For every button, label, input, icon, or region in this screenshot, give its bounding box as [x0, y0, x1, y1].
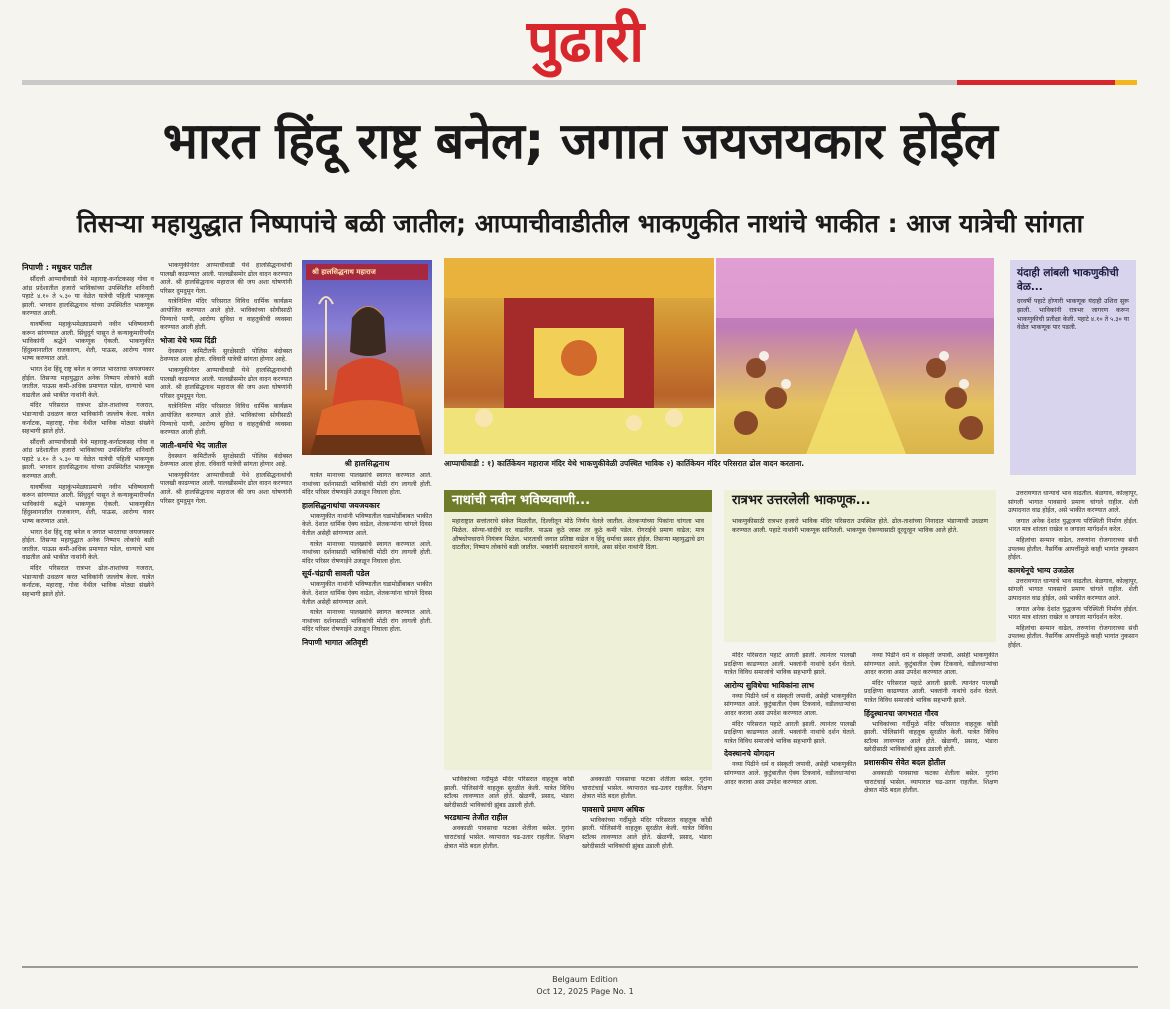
paragraph: यावर्षीच्या महाकुंभमेळ्याप्रमाणे नवीन भविष्यवाणी करून सांगण्यात आली. सिंधुदुर्ग पासून ते कन्याकुमारीपर्यंत भाविकांनी श्रद्धेने भाकणूक ऐकली. भाकणुकीत हिंदुस्थानातील राजकारण, शेती, पाऊस, आरोग्य यावर भाष्य करण्यात आले. — [22, 483, 154, 526]
article-column-4 — [444, 776, 574, 952]
column-subheading: हिंदुस्थानचा जगभरात गौरव — [864, 708, 939, 718]
paragraph: सौंदत्ती आप्पाचीवाडी येथे महाराष्ट्र-कर्नाटकसह गोवा व आंध्र प्रदेशातील हजारो भाविकांच्या उपस्थितीत शनिवारी पहाटे ४.१० ते ५.३० या वेळेत यात्रेची पहिली भाकणूक झाली. भगवान हालसिद्धनाथ यांच्या उपस्थितीत भाकणूक करण्यात आली. — [22, 276, 154, 318]
box-text: महाराष्ट्रात सत्तांतराचे संकेत मिळतील, दिल्लीतून मोठे निर्णय घेतले जातील. शेतकऱ्यांच्या पिकांना चांगला भाव मिळेल. सोन्या-चांदीचे दर वाढतील. पाऊस कुठे जास्त तर कुठे कमी पडेल. रोगराईचे प्रमाण वाढेल; मात्र औषधोपचाराने नियंत्रण मिळेल. भारताची जगात प्रतिष्ठा वाढेल व हिंदू धर्माचा प्रसार होईल. तिसऱ्या महायुद्धाचे ढग दाटतील; निष्पाप लोकांचे बळी जातील. भक्तांनी सदाचाराने वागावे, असा संदेश नाथांनी दिला. — [452, 518, 704, 552]
column-subheading: आरोग्य सुविधेचा भाविकांना लाभ — [724, 680, 815, 690]
paragraph: भाविकांच्या गर्दीमुळे मंदिर परिसरात वाहतूक कोंडी झाली. पोलिसांनी वाहतूक सुरळीत केली. यात्रेत विविध स्टॉल्स लावण्यात आले होते. खेळणी, प्रसाद, भंडारा खरेदीसाठी भाविकांची झुंबड उडाली होती. — [864, 720, 998, 754]
paragraph: नव्या पिढीने धर्म व संस्कृती जपावी, असेही भाकणुकीत सांगण्यात आले. कुटुंबातील ऐक्य टिकवावे, वडीलधाऱ्यांचा आदर करावा असा उपदेश करण्यात आला. — [724, 761, 856, 786]
paragraph: अवकाळी पावसाचा फटका शेतीला बसेल. गुरांना चाराटंचाई भासेल. व्यापारात चढ-उतार राहतील. शिक्षण क्षेत्रात मोठे बदल होतील. — [444, 825, 574, 850]
paragraph: मंदिर परिसरात रात्रभर ढोल-ताशांच्या गजरात, भंडाऱ्याची उधळण करत भाविकांनी जल्लोष केला. यात्रेत कर्नाटक, महाराष्ट्र, गोवा येथील भाविक मोठ्या संख्येने सहभागी झाले होते. — [22, 565, 154, 598]
paragraph: मंदिर परिसरात पहाटे आरती झाली. त्यानंतर पालखी प्रदक्षिणा काढण्यात आली. भक्तांनी नाथांचे दर्शन घेतले. यात्रेत विविध समाजांचे भाविक सहभागी झाले. — [864, 679, 998, 704]
sidebar-body: दरवर्षी पहाटे होणारी भाकणूक यंदाही उशिरा सुरू झाली. भाविकांनी रात्रभर जागरण करून भाकणुकीची प्रतीक्षा केली. पहाटे ४.१० ते ५.३० या वेळेत भाकणूक पार पडली. — [1017, 298, 1129, 332]
paragraph: जगात अनेक देशांत युद्धजन्य परिस्थिती निर्माण होईल. भारत मात्र शांतता राखेल व जगाला मार्गदर्शन करेल. — [1008, 517, 1138, 534]
paragraph: भाकणुकीनंतर आप्पाचीवाडी येथे हालसिद्धनाथांची पालखी काढण्यात आली. पालखीसमोर ढोल वादन करण्यात आले. श्री हालसिद्धनाथ महाराज की जय अशा घोषणांनी परिसर दुमदुमून गेला. — [160, 262, 292, 295]
paragraph: देवस्थान कमिटीतर्फे सुरक्षेसाठी पोलिस बंदोबस्त ठेवण्यात आला होता. रविवारी यात्रेची सांगता होणार आहे. — [160, 347, 292, 364]
paragraph: महिलांचा सन्मान वाढेल, तरुणांना रोजगाराच्या संधी उपलब्ध होतील. नैसर्गिक आपत्तींमुळे काही भागांत नुकसान होईल. — [1008, 624, 1138, 649]
article-column-3 — [302, 472, 432, 952]
paragraph: मंदिर परिसरात रात्रभर ढोल-ताशांच्या गजरात, भंडाऱ्याची उधळण करत भाविकांनी जल्लोष केला. यात्रेत कर्नाटक, महाराष्ट्र, गोवा येथील भाविक मोठ्या संख्येने सहभागी झाले होते. — [22, 402, 154, 436]
temple-photo — [444, 258, 714, 454]
paragraph: मंदिर परिसरात पहाटे आरती झाली. त्यानंतर पालखी प्रदक्षिणा काढण्यात आली. भक्तांनी नाथांचे दर्शन घेतले. यात्रेत विविध समाजांचे भाविक सहभागी झाले. — [724, 652, 856, 677]
column-subheading: भोजा येथे भव्य दिंडी — [160, 335, 217, 345]
paragraph: उत्तरायणात धान्याचे भाव वाढतील. बेळगाव, कोल्हापूर, सांगली भागात पावसाचे प्रमाण चांगले राहील. शेती उत्पादनात वाढ होईल, असे भाकीत करण्यात आले. — [1008, 577, 1138, 602]
box-body-right — [724, 512, 996, 642]
column-subheading: भरडधान्य तेजीत राहील — [444, 813, 508, 823]
article-column-1 — [22, 262, 154, 952]
paragraph: भाकणुकीत नाथांनी भविष्यातील घडामोडींबाबत भाकीत केले. देशात धार्मिक ऐक्य वाढेल, शेतकऱ्यांना चांगले दिवस येतील असेही सांगण्यात आले. — [302, 512, 432, 537]
main-headline: भारत हिंदू राष्ट्र बनेल; जगात जयजयकार होईल — [162, 112, 998, 170]
paragraph: भाविकांच्या गर्दीमुळे मंदिर परिसरात वाहतूक कोंडी झाली. पोलिसांनी वाहतूक सुरळीत केली. यात्रेत विविध स्टॉल्स लावण्यात आले होते. खेळणी, प्रसाद, भंडारा खरेदीसाठी भाविकांची झुंबड उडाली होती. — [582, 816, 712, 850]
paragraph: भाकणुकीनंतर आप्पाचीवाडी येथे हालसिद्धनाथांची पालखी काढण्यात आली. पालखीसमोर ढोल वादन करण्यात आले. श्री हालसिद्धनाथ महाराज की जय अशा घोषणांनी परिसर दुमदुमून गेला. — [160, 471, 292, 505]
paragraph: यात्रेत मानाच्या पालख्यांचे स्वागत करण्यात आले. नाथांच्या दर्शनासाठी भाविकांची मोठी रांग लागली होती. मंदिर परिसर रोषणाईने उजळून निघाला होता. — [302, 472, 432, 497]
column-subheading: जाती-धर्माचे भेद जातील — [160, 440, 227, 450]
temple-shrine-icon — [444, 258, 714, 454]
column-subheading: पावसाचे प्रमाण अधिक — [582, 804, 645, 814]
paragraph: जगात अनेक देशांत युद्धजन्य परिस्थिती निर्माण होईल. भारत मात्र शांतता राखेल व जगाला मार्गदर्शन करेल. — [1008, 605, 1138, 622]
edition-label: Belgaum Edition — [552, 975, 618, 984]
paragraph: भाविकांच्या गर्दीमुळे मंदिर परिसरात वाहतूक कोंडी झाली. पोलिसांनी वाहतूक सुरळीत केली. यात्रेत विविध स्टॉल्स लावण्यात आले होते. खेळणी, प्रसाद, भंडारा खरेदीसाठी भाविकांची झुंबड उडाली होती. — [444, 776, 574, 809]
column-subheading: प्रशासकीय सेवेत बदल होतील — [864, 757, 946, 767]
portrait-caption: श्री हालसिद्धनाथ — [344, 459, 390, 468]
paragraph: महिलांचा सन्मान वाढेल, तरुणांना रोजगाराच्या संधी उपलब्ध होतील. नैसर्गिक आपत्तींमुळे काही भागांत नुकसान होईल. — [1008, 536, 1138, 562]
article-column-9 — [1008, 490, 1138, 952]
article-column-5 — [582, 776, 712, 952]
paragraph: अवकाळी पावसाचा फटका शेतीला बसेल. गुरांना चाराटंचाई भासेल. व्यापारात चढ-उतार राहतील. शिक्षण क्षेत्रात मोठे बदल होतील. — [582, 776, 712, 801]
article-column-7 — [864, 652, 998, 952]
paragraph: यात्रेत मानाच्या पालख्यांचे स्वागत करण्यात आले. नाथांच्या दर्शनासाठी भाविकांची मोठी रांग लागली होती. मंदिर परिसर रोषणाईने उजळून निघाला होता. — [302, 540, 432, 565]
paragraph: यावर्षीच्या महाकुंभमेळ्याप्रमाणे नवीन भविष्यवाणी करून सांगण्यात आली. सिंधुदुर्ग पासून ते कन्याकुमारीपर्यंत भाविकांनी श्रद्धेने भाकणूक ऐकली. भाकणुकीत हिंदुस्थानातील राजकारण, शेती, पाऊस, आरोग्य यावर भाष्य करण्यात आले. — [22, 320, 154, 363]
box-heading-left: नाथांची नवीन भविष्यवाणी... — [444, 490, 712, 512]
footer-rule — [22, 966, 1138, 968]
column-subheading: हालसिद्धनाथांचा जयजयकार — [302, 500, 380, 510]
byline: निपाणी : मधुकर पाटील — [22, 263, 92, 272]
masthead-rule — [22, 80, 957, 85]
masthead — [0, 0, 1170, 88]
page-footer — [0, 958, 1170, 1008]
newspaper-logo: पुढारी — [526, 7, 644, 75]
article-column-6 — [724, 652, 856, 952]
paragraph: भारत देश हिंदू राष्ट्र बनेल व जगात भारताचा जयजयकार होईल. तिसऱ्या महायुद्धात अनेक निष्पाप लोकांचे बळी जातील. पाऊस कमी-अधिक प्रमाणात पडेल, धान्याचे भाव वाढतील असे भाकीत नाथांनी केले. — [22, 528, 154, 562]
paragraph: यात्रेत मानाच्या पालख्यांचे स्वागत करण्यात आले. नाथांच्या दर्शनासाठी भाविकांची मोठी रांग लागली होती. मंदिर परिसर रोषणाईने उजळून निघाला होता. — [302, 609, 432, 634]
paragraph: नव्या पिढीने धर्म व संस्कृती जपावी, असेही भाकणुकीत सांगण्यात आले. कुटुंबातील ऐक्य टिकवावे, वडीलधाऱ्यांचा आदर करावा असा उपदेश करण्यात आला. — [864, 652, 998, 677]
paragraph: भाकणुकीनंतर आप्पाचीवाडी येथे हालसिद्धनाथांची पालखी काढण्यात आली. पालखीसमोर ढोल वादन करण्यात आले. श्री हालसिद्धनाथ महाराज की जय अशा घोषणांनी परिसर दुमदुमून गेला. — [160, 366, 292, 400]
paragraph: देवस्थान कमिटीतर्फे सुरक्षेसाठी पोलिस बंदोबस्त ठेवण्यात आला होता. रविवारी यात्रेची सांगता होणार आहे. — [160, 452, 292, 469]
sidebar-box — [1010, 260, 1136, 475]
paragraph: उत्तरायणात धान्याचे भाव वाढतील. बेळगाव, कोल्हापूर, सांगली भागात पावसाचे प्रमाण चांगले राहील. शेती उत्पादनात वाढ होईल, असे भाकीत करण्यात आले. — [1008, 490, 1138, 515]
saint-figure-icon — [302, 260, 432, 455]
paragraph: भारत देश हिंदू राष्ट्र बनेल व जगात भारताचा जयजयकार होईल. तिसऱ्या महायुद्धात अनेक निष्पाप लोकांचे बळी जातील. पाऊस कमी-अधिक प्रमाणात पडेल, धान्याचे भाव वाढतील असे भाकीत नाथांनी केले. — [22, 365, 154, 399]
box-heading-right: रात्रभर उत्तरलेली भाकणूक... — [724, 490, 996, 512]
drum-procession-icon — [716, 258, 994, 454]
photo-caption: आप्पाचीवाडी : १) कार्तिकेयन महाराज मंदिर येथे भाकणुकीवेळी उपस्थित भाविक २) कार्तिकेयन मंदिर परिसरात ढोल वादन करताना. — [444, 459, 805, 468]
column-subheading: निपाणी भागात अतिवृष्टी — [302, 637, 368, 647]
column-subheading: देवस्थानचे योगदान — [724, 749, 775, 759]
box-body-left — [444, 512, 712, 770]
portrait-photo — [302, 260, 432, 455]
column-subheading: कामधेनूचे भाग्य उजळेल — [1008, 565, 1074, 575]
paragraph: यात्रेनिमित्त मंदिर परिसरात विविध धार्मिक कार्यक्रम आयोजित करण्यात आले होते. भाविकांच्या सोयीसाठी पिण्याचे पाणी, आरोग्य सुविधा व वाहतुकीची व्यवस्था करण्यात आली होती. — [160, 298, 292, 332]
page-date-label: Oct 12, 2025 Page No. 1 — [536, 987, 634, 996]
masthead-rule-yellow — [1115, 80, 1137, 85]
paragraph: नव्या पिढीने धर्म व संस्कृती जपावी, असेही भाकणुकीत सांगण्यात आले. कुटुंबातील ऐक्य टिकवावे, वडीलधाऱ्यांचा आदर करावा असा उपदेश करण्यात आला. — [724, 692, 856, 717]
masthead-rule-red — [957, 80, 1115, 85]
portrait-label: श्री हालसिद्धनाथ महाराज — [312, 268, 376, 276]
paragraph: मंदिर परिसरात पहाटे आरती झाली. त्यानंतर पालखी प्रदक्षिणा काढण्यात आली. भक्तांनी नाथांचे दर्शन घेतले. यात्रेत विविध समाजांचे भाविक सहभागी झाले. — [724, 720, 856, 745]
paragraph: यात्रेनिमित्त मंदिर परिसरात विविध धार्मिक कार्यक्रम आयोजित करण्यात आले होते. भाविकांच्या सोयीसाठी पिण्याचे पाणी, आरोग्य सुविधा व वाहतुकीची व्यवस्था करण्यात आली होती. — [160, 403, 292, 437]
paragraph: सौंदत्ती आप्पाचीवाडी येथे महाराष्ट्र-कर्नाटकसह गोवा व आंध्र प्रदेशातील हजारो भाविकांच्या उपस्थितीत शनिवारी पहाटे ४.१० ते ५.३० या वेळेत यात्रेची पहिली भाकणूक झाली. भगवान हालसिद्धनाथ यांच्या उपस्थितीत भाकणूक करण्यात आली. — [22, 438, 154, 481]
paragraph: अवकाळी पावसाचा फटका शेतीला बसेल. गुरांना चाराटंचाई भासेल. व्यापारात चढ-उतार राहतील. शिक्षण क्षेत्रात मोठे बदल होतील. — [864, 769, 998, 795]
column-subheading: सूर्य-चंद्राची सावली पडेल — [302, 569, 370, 579]
article-column-2 — [160, 262, 292, 952]
drummers-photo — [716, 258, 994, 454]
paragraph: भाकणुकीत नाथांनी भविष्यातील घडामोडींबाबत भाकीत केले. देशात धार्मिक ऐक्य वाढेल, शेतकऱ्यांना चांगले दिवस येतील असेही सांगण्यात आले. — [302, 581, 432, 606]
sidebar-title: यंदाही लांबली भाकणुकीची वेळ... — [1017, 267, 1119, 293]
box-text: भाकणुकीसाठी रात्रभर हजारो भाविक मंदिर परिसरात उपस्थित होते. ढोल-ताशांच्या निनादात भंडाऱ्याची उधळण करण्यात आली. पहाटे नाथांनी भाकणूक सांगितली. भाकणूक ऐकण्यासाठी दूरदूरहून भाविक आले होते. — [732, 518, 988, 534]
sub-headline: तिसऱ्या महायुद्धात निष्पापांचे बळी जातील; आप्पाचीवाडीतील भाकणुकीत नाथांचे भाकीत : आज यात्रेची सांगता — [76, 209, 1084, 238]
